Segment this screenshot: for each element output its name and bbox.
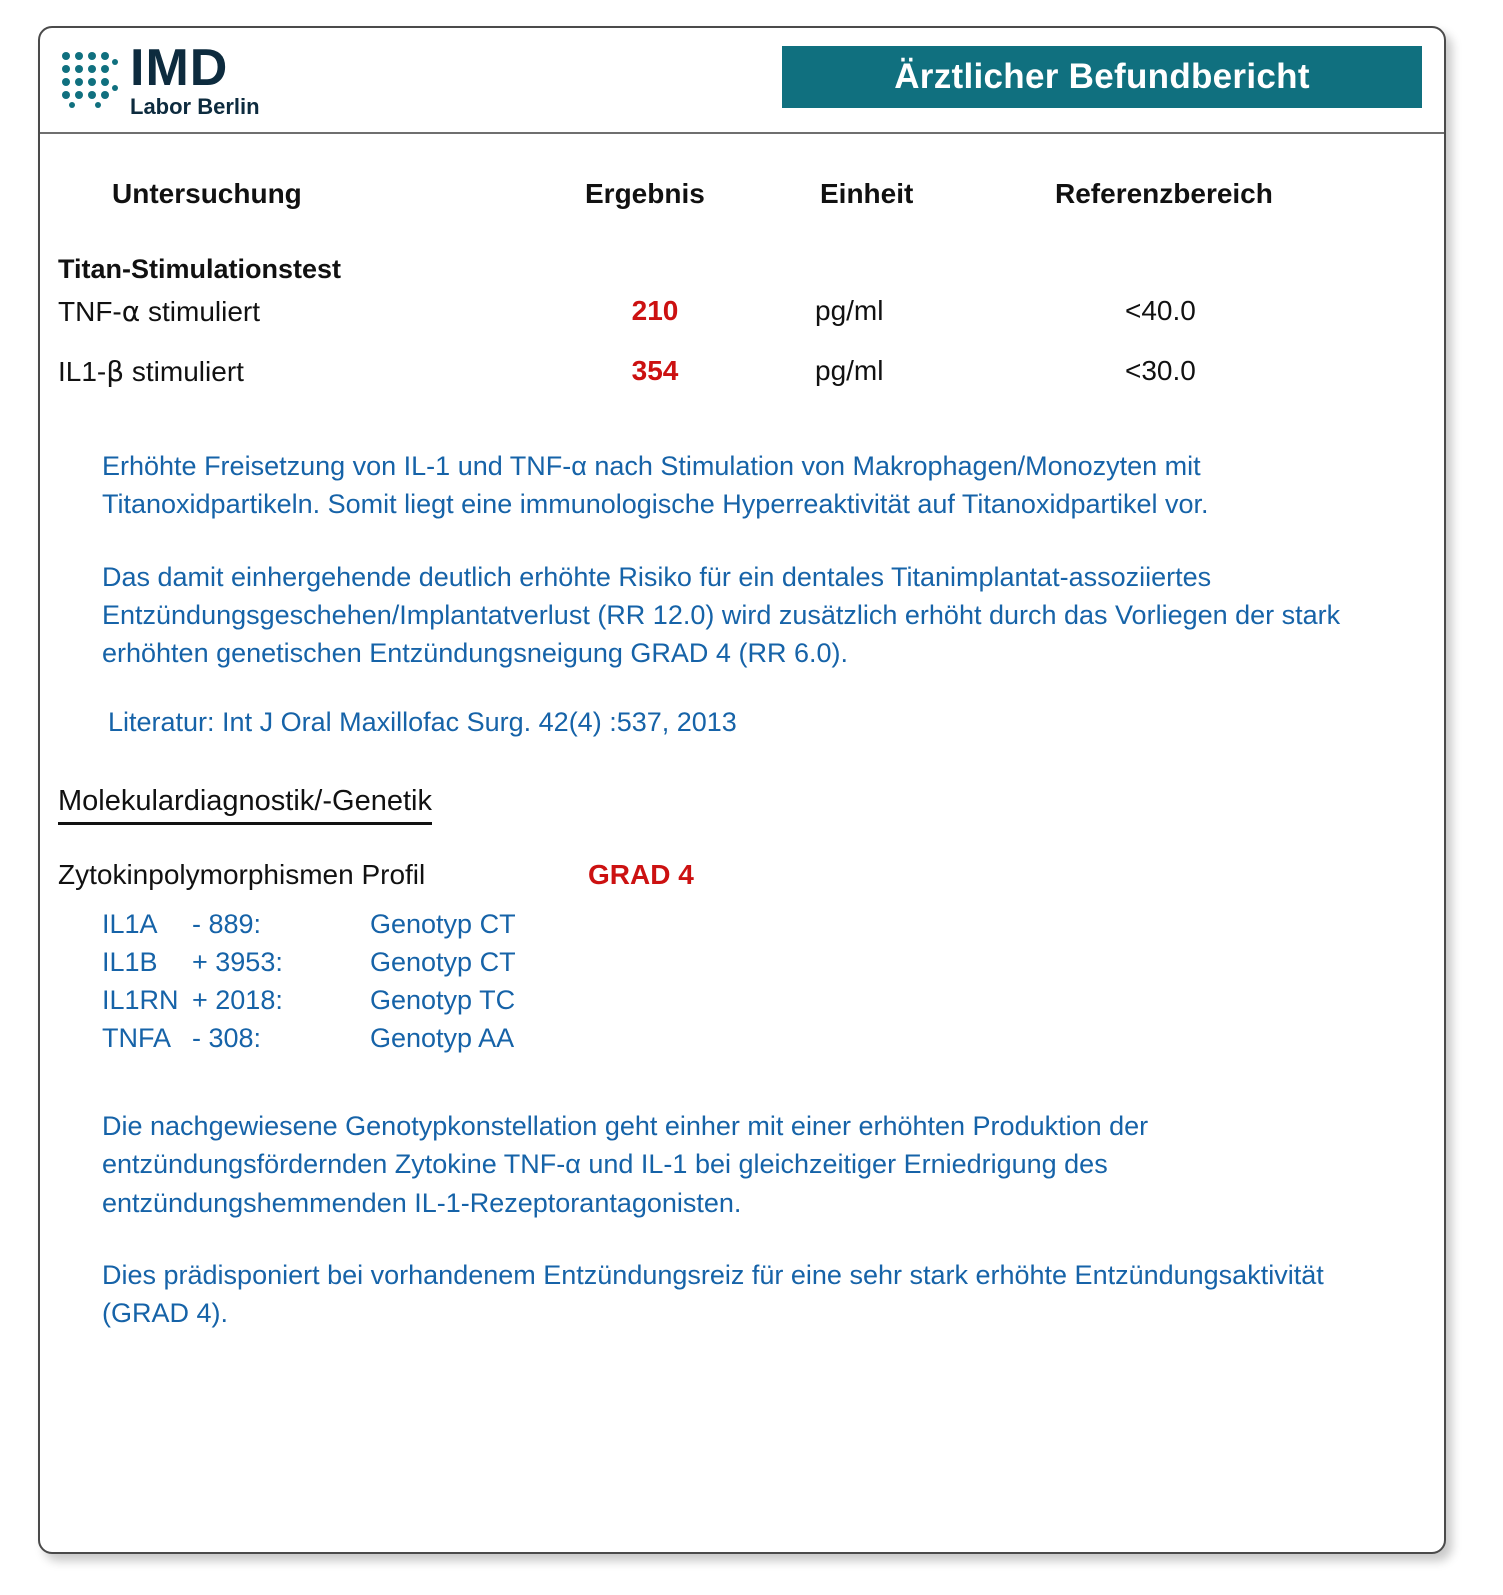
logo-title: IMD [130,39,229,97]
list-item [40,947,1444,985]
dot-matrix-logo-icon [58,48,120,110]
literature-reference: Literatur: Int J Oral Maxillofac Surg. 42(4) :537, 2013 [108,706,737,737]
row-label: TNF-α stimuliert [58,295,261,328]
test-section-title: Titan-Stimulationstest [58,254,342,284]
gene-genotype: Genotyp TC [370,984,516,1015]
row-reference: <30.0 [1125,355,1196,386]
report-title-banner: Ärztlicher Befundbericht [782,46,1422,108]
gene-genotype: Genotyp CT [370,946,516,977]
logo-subtitle: Labor Berlin [130,94,260,119]
table-row [40,295,1444,345]
gene-position: + 2018: [192,984,283,1015]
table-column-headers [40,178,1444,238]
gene-genotype: Genotyp CT [370,908,516,939]
list-item [40,909,1444,947]
row-unit: pg/ml [815,295,884,326]
row-label: IL1-β stimuliert [58,355,244,388]
gene-name: IL1RN [102,984,179,1015]
report-page [38,26,1446,1554]
row-value: 210 [631,295,679,326]
profile-label: Zytokinpolymorphismen Profil [58,858,426,890]
column-header-reference: Referenzbereich [1055,178,1273,209]
genetics-paragraph-1: Die nachgewiesene Genotypkonstellation geht einher mit einer erhöhten Produktion der entzündungsfördernden Zytokine TNF-α und IL-1 bei gleichzeitiger Erniedrigung des entzündungshemmenden IL-1-Rezeptorantagonisten. [102,1110,1149,1218]
report-content [40,178,1444,1333]
gene-position: - 889: [192,908,262,939]
list-item [40,1023,1444,1061]
list-item [40,985,1444,1023]
gene-position: + 3953: [192,946,283,977]
logo-wordmark [130,39,260,119]
gene-list [40,909,1444,1061]
column-header-unit: Einheit [820,178,914,209]
cytokine-profile-row [40,859,1444,905]
column-header-result: Ergebnis [585,178,705,209]
genetics-paragraph-2: Dies prädisponiert bei vorhandenem Entzündungsreiz für eine sehr stark erhöhte Entzündungsaktivität (GRAD 4). [102,1259,1324,1329]
report-header [40,28,1444,134]
table-row [40,355,1444,405]
gene-name: TNFA [102,1022,172,1053]
row-value: 354 [631,355,679,386]
profile-grade-badge: GRAD 4 [588,858,694,890]
gene-name: IL1A [102,908,158,939]
gene-genotype: Genotyp AA [370,1022,515,1053]
row-unit: pg/ml [815,355,884,386]
gene-position: - 308: [192,1022,262,1053]
row-reference: <40.0 [1125,295,1196,326]
genetics-subsection-title: Molekulardiagnostik/-Genetik [58,785,432,825]
imd-logo [58,39,260,119]
comment-paragraph-1: Erhöhte Freisetzung von IL-1 und TNF-α nach Stimulation von Makrophagen/Monozyten mit Titanoxidpartikeln. Somit liegt eine immunologische Hyperreaktivität auf Titanoxidpartikel vor. [102,451,1209,520]
gene-name: IL1B [102,946,158,977]
column-header-examination: Untersuchung [112,178,302,209]
comment-paragraph-2: Das damit einhergehende deutlich erhöhte Risiko für ein dentales Titanimplantat-assoziiertes Entzündungsgeschehen/Implantatverlust (RR 12.0) wird zusätzlich erhöht durch das Vorliegen der stark erhöhten genetischen Entzündungsneigung GRAD 4 (RR 6.0). [102,561,1341,669]
